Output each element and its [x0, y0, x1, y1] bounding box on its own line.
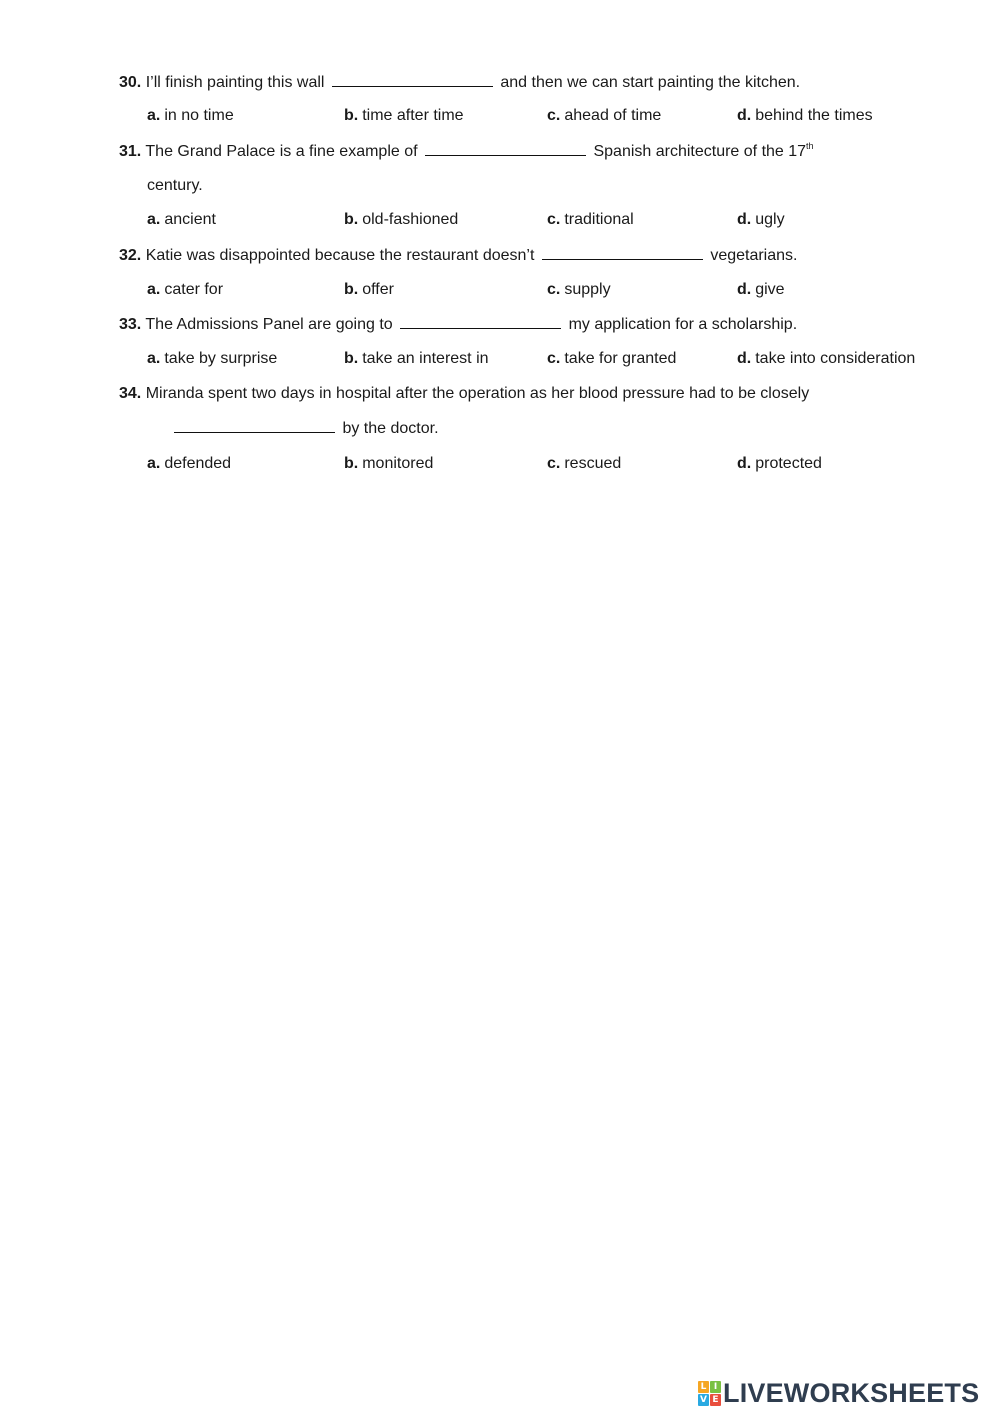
option-text: traditional: [564, 211, 634, 228]
option-text: defended: [164, 455, 232, 472]
question-number: 31.: [119, 143, 142, 160]
option-34-d[interactable]: [737, 454, 822, 474]
logo-cell: E: [710, 1394, 721, 1406]
option-letter: b.: [344, 107, 359, 124]
option-letter: b.: [344, 211, 359, 228]
option-text: take for granted: [564, 350, 677, 367]
option-letter: c.: [547, 281, 561, 298]
question-number: 33.: [119, 316, 142, 333]
option-33-a[interactable]: [147, 349, 277, 369]
option-text: take an interest in: [362, 350, 489, 367]
question-text-after: Spanish architecture of the 17: [593, 143, 807, 160]
question-33: [119, 314, 797, 335]
answer-blank-32[interactable]: [542, 245, 703, 260]
question-text-after: by the doctor.: [342, 420, 439, 437]
question-number: 34.: [119, 385, 142, 402]
answer-blank-30[interactable]: [332, 72, 493, 87]
question-31-continuation: [147, 176, 203, 196]
question-31: [119, 141, 814, 162]
option-33-d[interactable]: [737, 349, 915, 369]
option-text: ahead of time: [564, 107, 662, 124]
option-letter: b.: [344, 455, 359, 472]
logo-cell: I: [710, 1381, 721, 1393]
question-number: 32.: [119, 247, 142, 264]
answer-blank-33[interactable]: [400, 314, 561, 329]
option-letter: a.: [147, 281, 161, 298]
answer-blank-31[interactable]: [425, 141, 586, 156]
question-text-before: Katie was disappointed because the restaurant doesn’t: [145, 247, 535, 264]
option-letter: c.: [547, 455, 561, 472]
option-letter: d.: [737, 455, 752, 472]
question-34: [119, 384, 809, 404]
liveworksheets-logo: [698, 1378, 979, 1408]
option-text: rescued: [564, 455, 622, 472]
option-text: time after time: [362, 107, 464, 124]
option-31-a[interactable]: [147, 210, 216, 230]
logo-icon: [698, 1381, 721, 1406]
option-34-b[interactable]: [344, 454, 433, 474]
logo-text: LIVEWORKSHEETS: [723, 1378, 980, 1408]
option-31-c[interactable]: [547, 210, 634, 230]
question-text-after: vegetarians.: [710, 247, 798, 264]
option-30-d[interactable]: [737, 106, 873, 126]
answer-blank-34[interactable]: [174, 418, 335, 433]
option-30-a[interactable]: [147, 106, 234, 126]
option-32-b[interactable]: [344, 280, 394, 300]
question-text-after: and then we can start painting the kitchen.: [500, 74, 801, 91]
question-text-before: Miranda spent two days in hospital after the operation as her blood pressure had to be closely: [145, 385, 810, 402]
option-text: ancient: [164, 211, 216, 228]
option-text: in no time: [164, 107, 234, 124]
option-letter: c.: [547, 107, 561, 124]
option-text: behind the times: [755, 107, 873, 124]
option-letter: c.: [547, 211, 561, 228]
question-text-continuation: century.: [147, 177, 203, 194]
option-letter: a.: [147, 455, 161, 472]
option-31-b[interactable]: [344, 210, 458, 230]
option-text: supply: [564, 281, 611, 298]
question-30: [119, 72, 800, 93]
option-letter: d.: [737, 350, 752, 367]
option-letter: d.: [737, 107, 752, 124]
question-text-before: I’ll finish painting this wall: [145, 74, 325, 91]
option-text: monitored: [362, 455, 434, 472]
option-letter: d.: [737, 281, 752, 298]
option-30-c[interactable]: [547, 106, 661, 126]
option-33-b[interactable]: [344, 349, 489, 369]
option-30-b[interactable]: [344, 106, 464, 126]
option-32-a[interactable]: [147, 280, 223, 300]
option-32-d[interactable]: [737, 280, 785, 300]
option-text: give: [755, 281, 785, 298]
option-text: protected: [755, 455, 822, 472]
option-text: take into consideration: [755, 350, 916, 367]
option-33-c[interactable]: [547, 349, 676, 369]
question-text-after: my application for a scholarship.: [568, 316, 798, 333]
question-text-before: The Grand Palace is a fine example of: [145, 143, 418, 160]
logo-cell: L: [698, 1381, 709, 1393]
option-text: ugly: [755, 211, 785, 228]
option-text: old-fashioned: [362, 211, 459, 228]
option-letter: a.: [147, 211, 161, 228]
logo-cell: V: [698, 1394, 709, 1406]
option-letter: a.: [147, 107, 161, 124]
question-number: 30.: [119, 74, 142, 91]
option-letter: b.: [344, 281, 359, 298]
question-32: [119, 245, 797, 266]
question-34-continuation: [171, 418, 439, 439]
option-31-d[interactable]: [737, 210, 785, 230]
option-letter: d.: [737, 211, 752, 228]
option-letter: c.: [547, 350, 561, 367]
option-34-a[interactable]: [147, 454, 231, 474]
question-text-before: The Admissions Panel are going to: [145, 316, 393, 333]
option-32-c[interactable]: [547, 280, 611, 300]
option-letter: b.: [344, 350, 359, 367]
option-text: cater for: [164, 281, 224, 298]
option-text: take by surprise: [164, 350, 278, 367]
option-text: offer: [362, 281, 394, 298]
option-letter: a.: [147, 350, 161, 367]
superscript: th: [806, 141, 814, 151]
option-34-c[interactable]: [547, 454, 621, 474]
